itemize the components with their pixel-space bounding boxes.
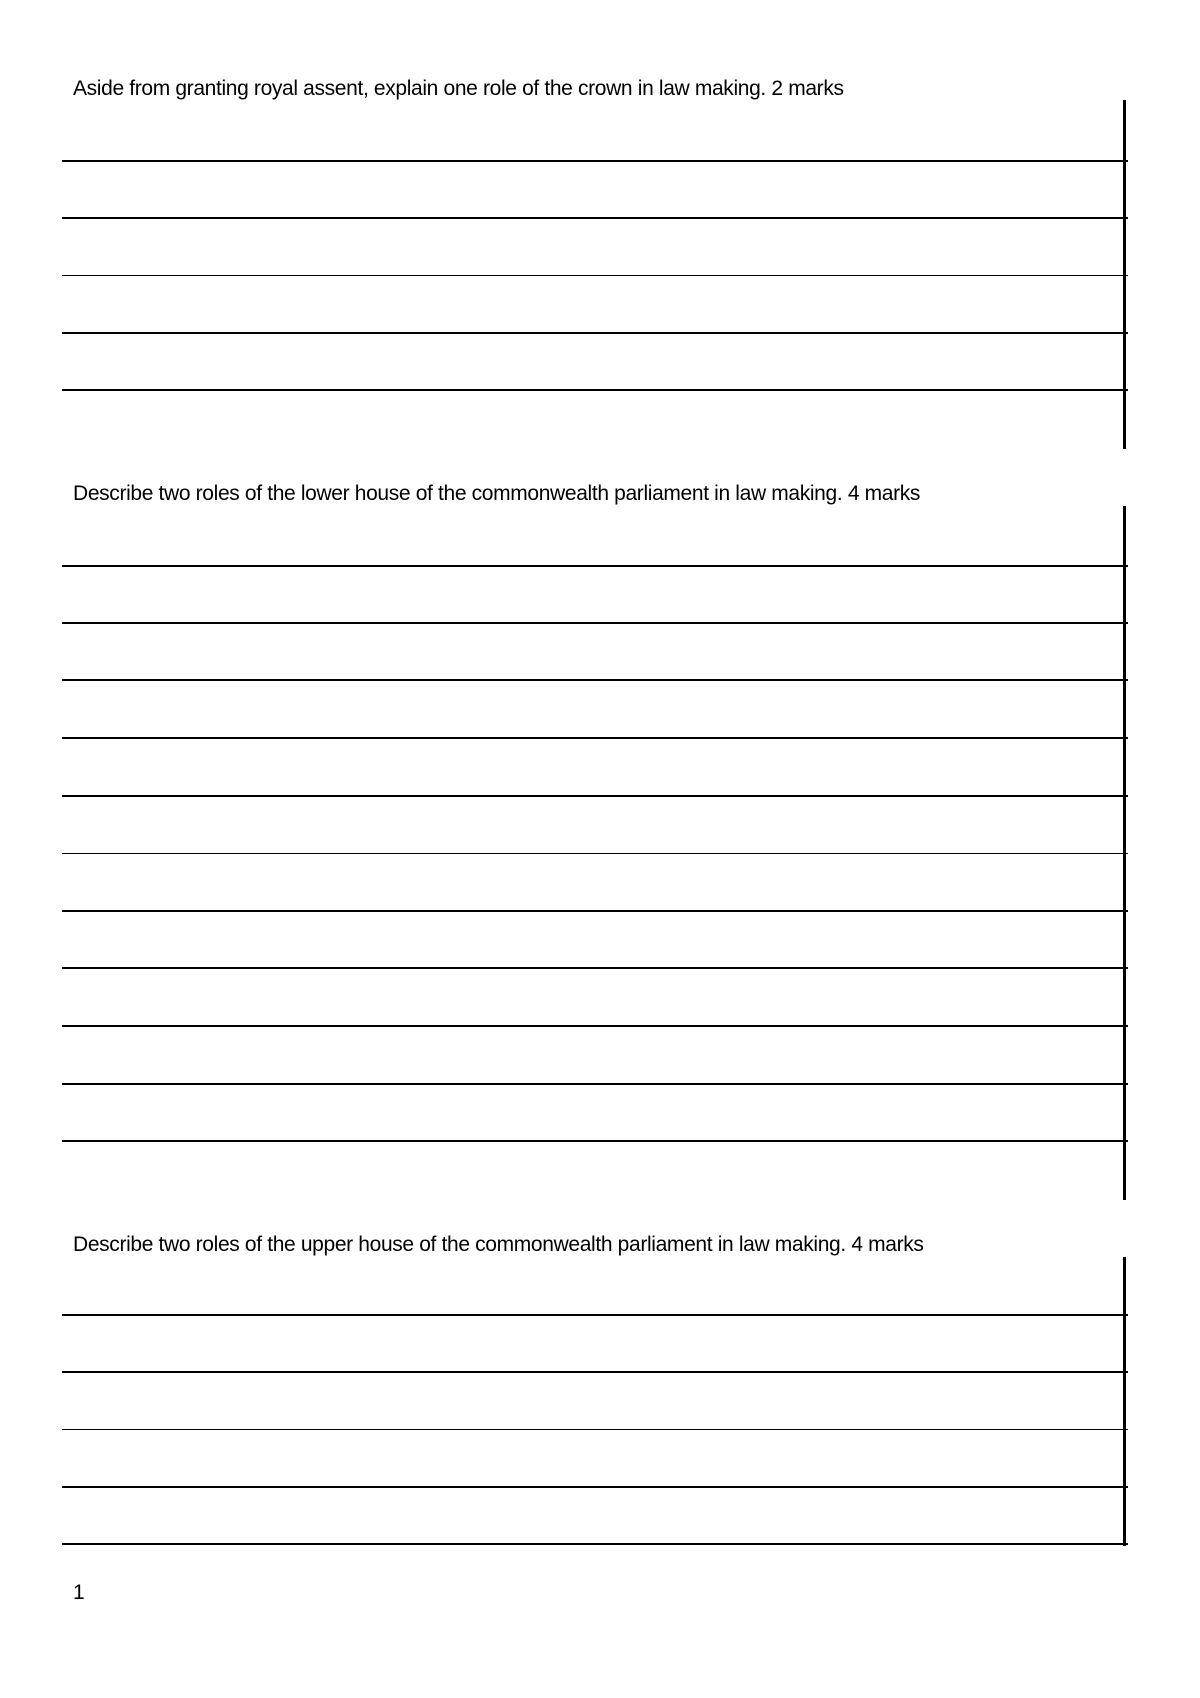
answer-line [62, 622, 1128, 624]
question-2-answer-area[interactable] [62, 506, 1126, 1200]
answer-line [62, 332, 1128, 334]
answer-line [62, 217, 1128, 219]
page-number: 1 [73, 1581, 85, 1604]
answer-line [62, 1083, 1128, 1085]
answer-area-right-border [1123, 1257, 1126, 1546]
question-3-text: Describe two roles of the upper house of the commonwealth parliament in law making. 4 marks [73, 1233, 924, 1256]
question-2-text: Describe two roles of the lower house of the commonwealth parliament in law making. 4 marks [73, 482, 921, 505]
answer-line [62, 910, 1128, 912]
answer-line [62, 389, 1128, 391]
answer-line [62, 1371, 1128, 1373]
answer-line [62, 275, 1128, 276]
answer-line [62, 853, 1128, 854]
question-1-answer-area[interactable] [62, 100, 1126, 449]
answer-line [62, 1314, 1128, 1316]
answer-line [62, 679, 1128, 681]
answer-line [62, 1025, 1128, 1027]
question-3-answer-area[interactable] [62, 1257, 1126, 1546]
answer-line [62, 1486, 1128, 1488]
answer-line [62, 1140, 1128, 1142]
answer-line [62, 737, 1128, 739]
answer-line [62, 1543, 1128, 1545]
question-1-text: Aside from granting royal assent, explain one role of the crown in law making. 2 marks [73, 77, 844, 100]
answer-line [62, 967, 1128, 969]
answer-line [62, 795, 1128, 797]
answer-line [62, 565, 1128, 567]
answer-line [62, 160, 1128, 162]
answer-line [62, 1429, 1128, 1430]
